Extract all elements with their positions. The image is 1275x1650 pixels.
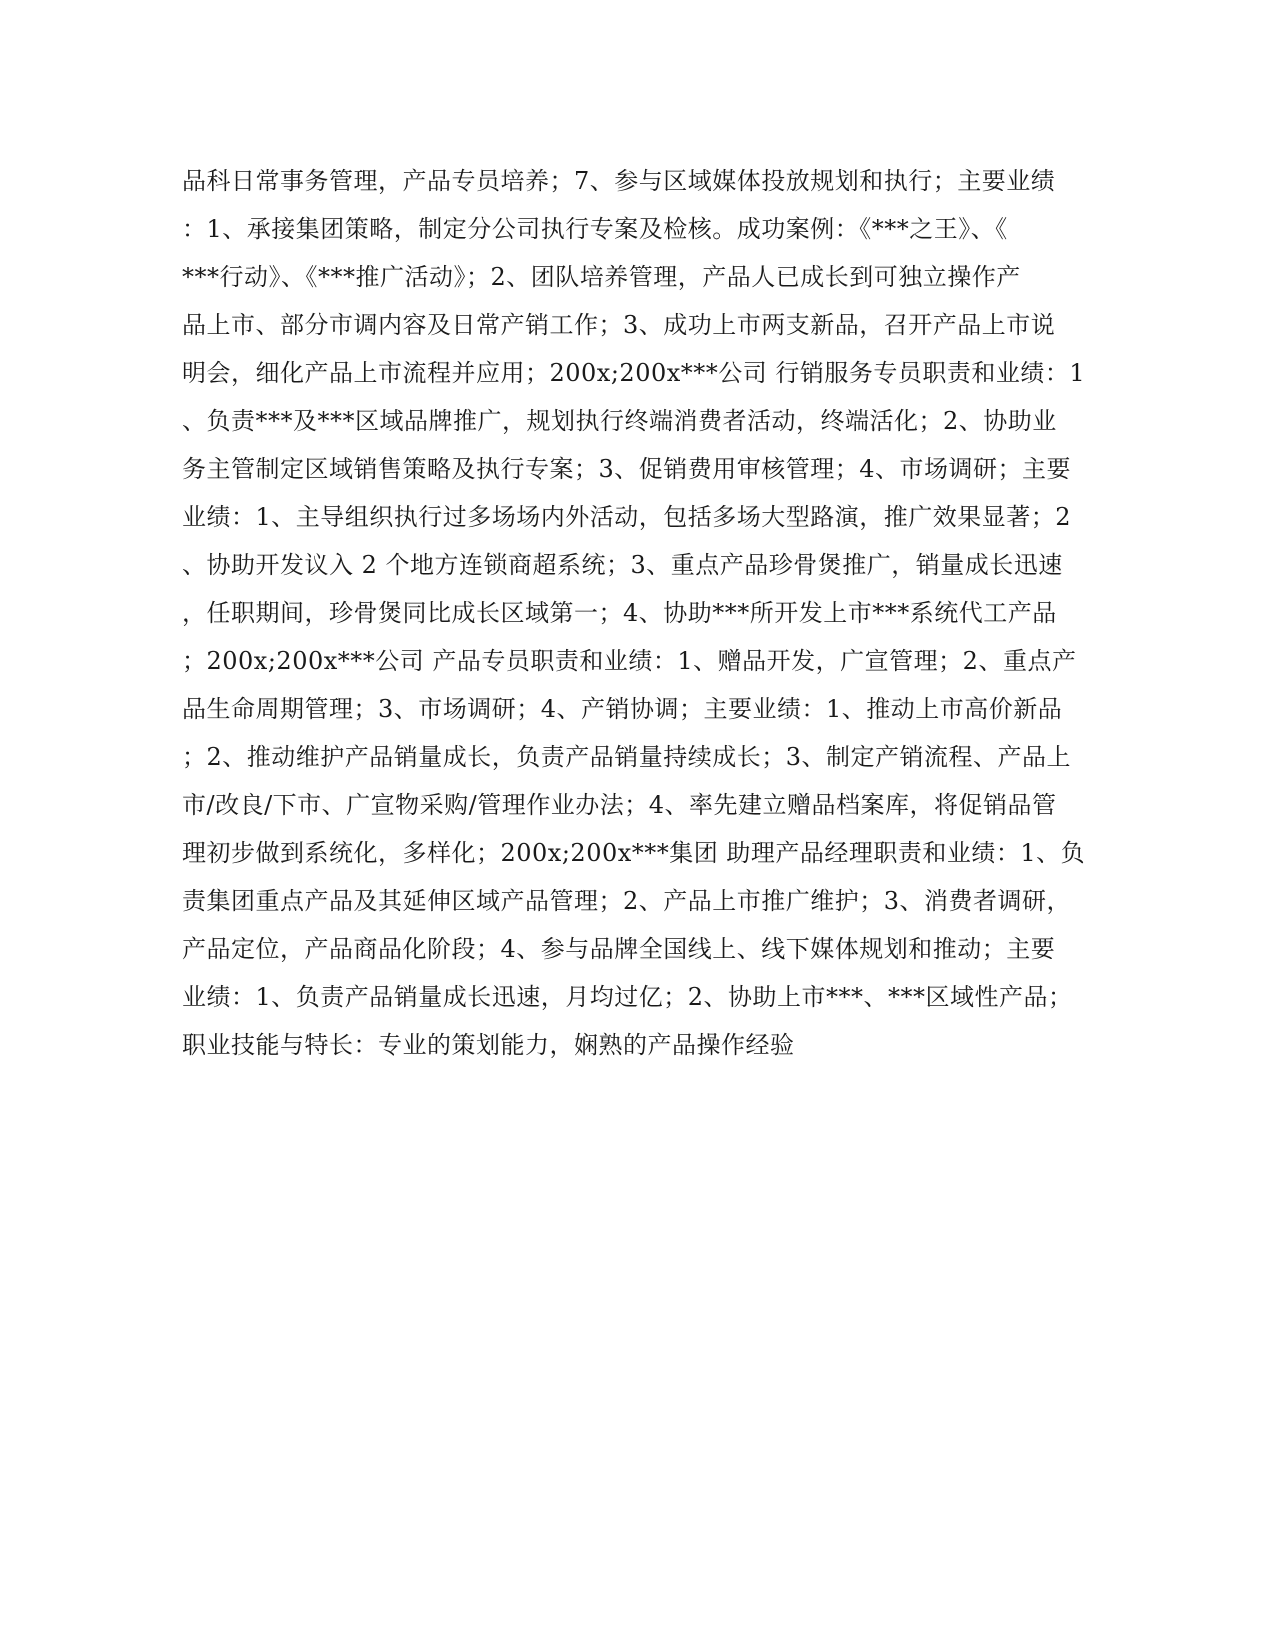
text-line: ***行动》、《***推广活动》；2、团队培养管理，产品人已成长到可独立操作产	[182, 263, 1021, 291]
text-line: ；2、推动维护产品销量成长，负责产品销量持续成长；3、制定产销流程、产品上	[182, 743, 1072, 771]
text-line: 明会，细化产品上市流程并应用；200x;200x***公司 行销服务专员职责和业绩：1	[182, 359, 1086, 387]
text-line: ：1、承接集团策略，制定分公司执行专案及检核。成功案例：《***之王》、《	[182, 215, 1008, 243]
text-line: 、负责***及***区域品牌推广，规划执行终端消费者活动，终端活化；2、协助业	[182, 407, 1057, 435]
text-line: 、协助开发议入 2 个地方连锁商超系统；3、重点产品珍骨煲推广，销量成长迅速	[182, 551, 1063, 579]
text-line: 品上市、部分市调内容及日常产销工作；3、成功上市两支新品，召开产品上市说	[182, 311, 1056, 339]
text-line: 理初步做到系统化，多样化；200x;200x***集团 助理产品经理职责和业绩：1、负	[182, 839, 1086, 867]
text-line: ，任职期间，珍骨煲同比成长区域第一；4、协助***所开发上市***系统代工产品	[182, 599, 1057, 627]
text-line: 市/改良/下市、广宣物采购/管理作业办法；4、率先建立赠品档案库，将促销品管	[182, 791, 1057, 819]
text-line: 务主管制定区域销售策略及执行专案；3、促销费用审核管理；4、市场调研；主要	[182, 455, 1072, 483]
text-line: 产品定位，产品商品化阶段；4、参与品牌全国线上、线下媒体规划和推动；主要	[182, 935, 1056, 963]
text-line: 品生命周期管理；3、市场调研；4、产销协调；主要业绩：1、推动上市高价新品	[182, 695, 1063, 723]
text-line: 品科日常事务管理，产品专员培养；7、参与区域媒体投放规划和执行；主要业绩	[182, 167, 1056, 195]
text-line: 责集团重点产品及其延伸区域产品管理；2、产品上市推广维护；3、消费者调研，	[182, 887, 1072, 915]
text-line: 业绩：1、负责产品销量成长迅速，月均过亿；2、协助上市***、***区域性产品；	[182, 983, 1073, 1011]
text-line: ；200x;200x***公司 产品专员职责和业绩：1、赠品开发，广宣管理；2、重点产	[182, 647, 1077, 675]
text-line: 业绩：1、主导组织执行过多场场内外活动，包括多场大型路演，推广效果显著；2	[182, 503, 1072, 531]
text-line: 职业技能与特长：专业的策划能力，娴熟的产品操作经验	[182, 1031, 795, 1059]
body-text	[182, 157, 1086, 1069]
